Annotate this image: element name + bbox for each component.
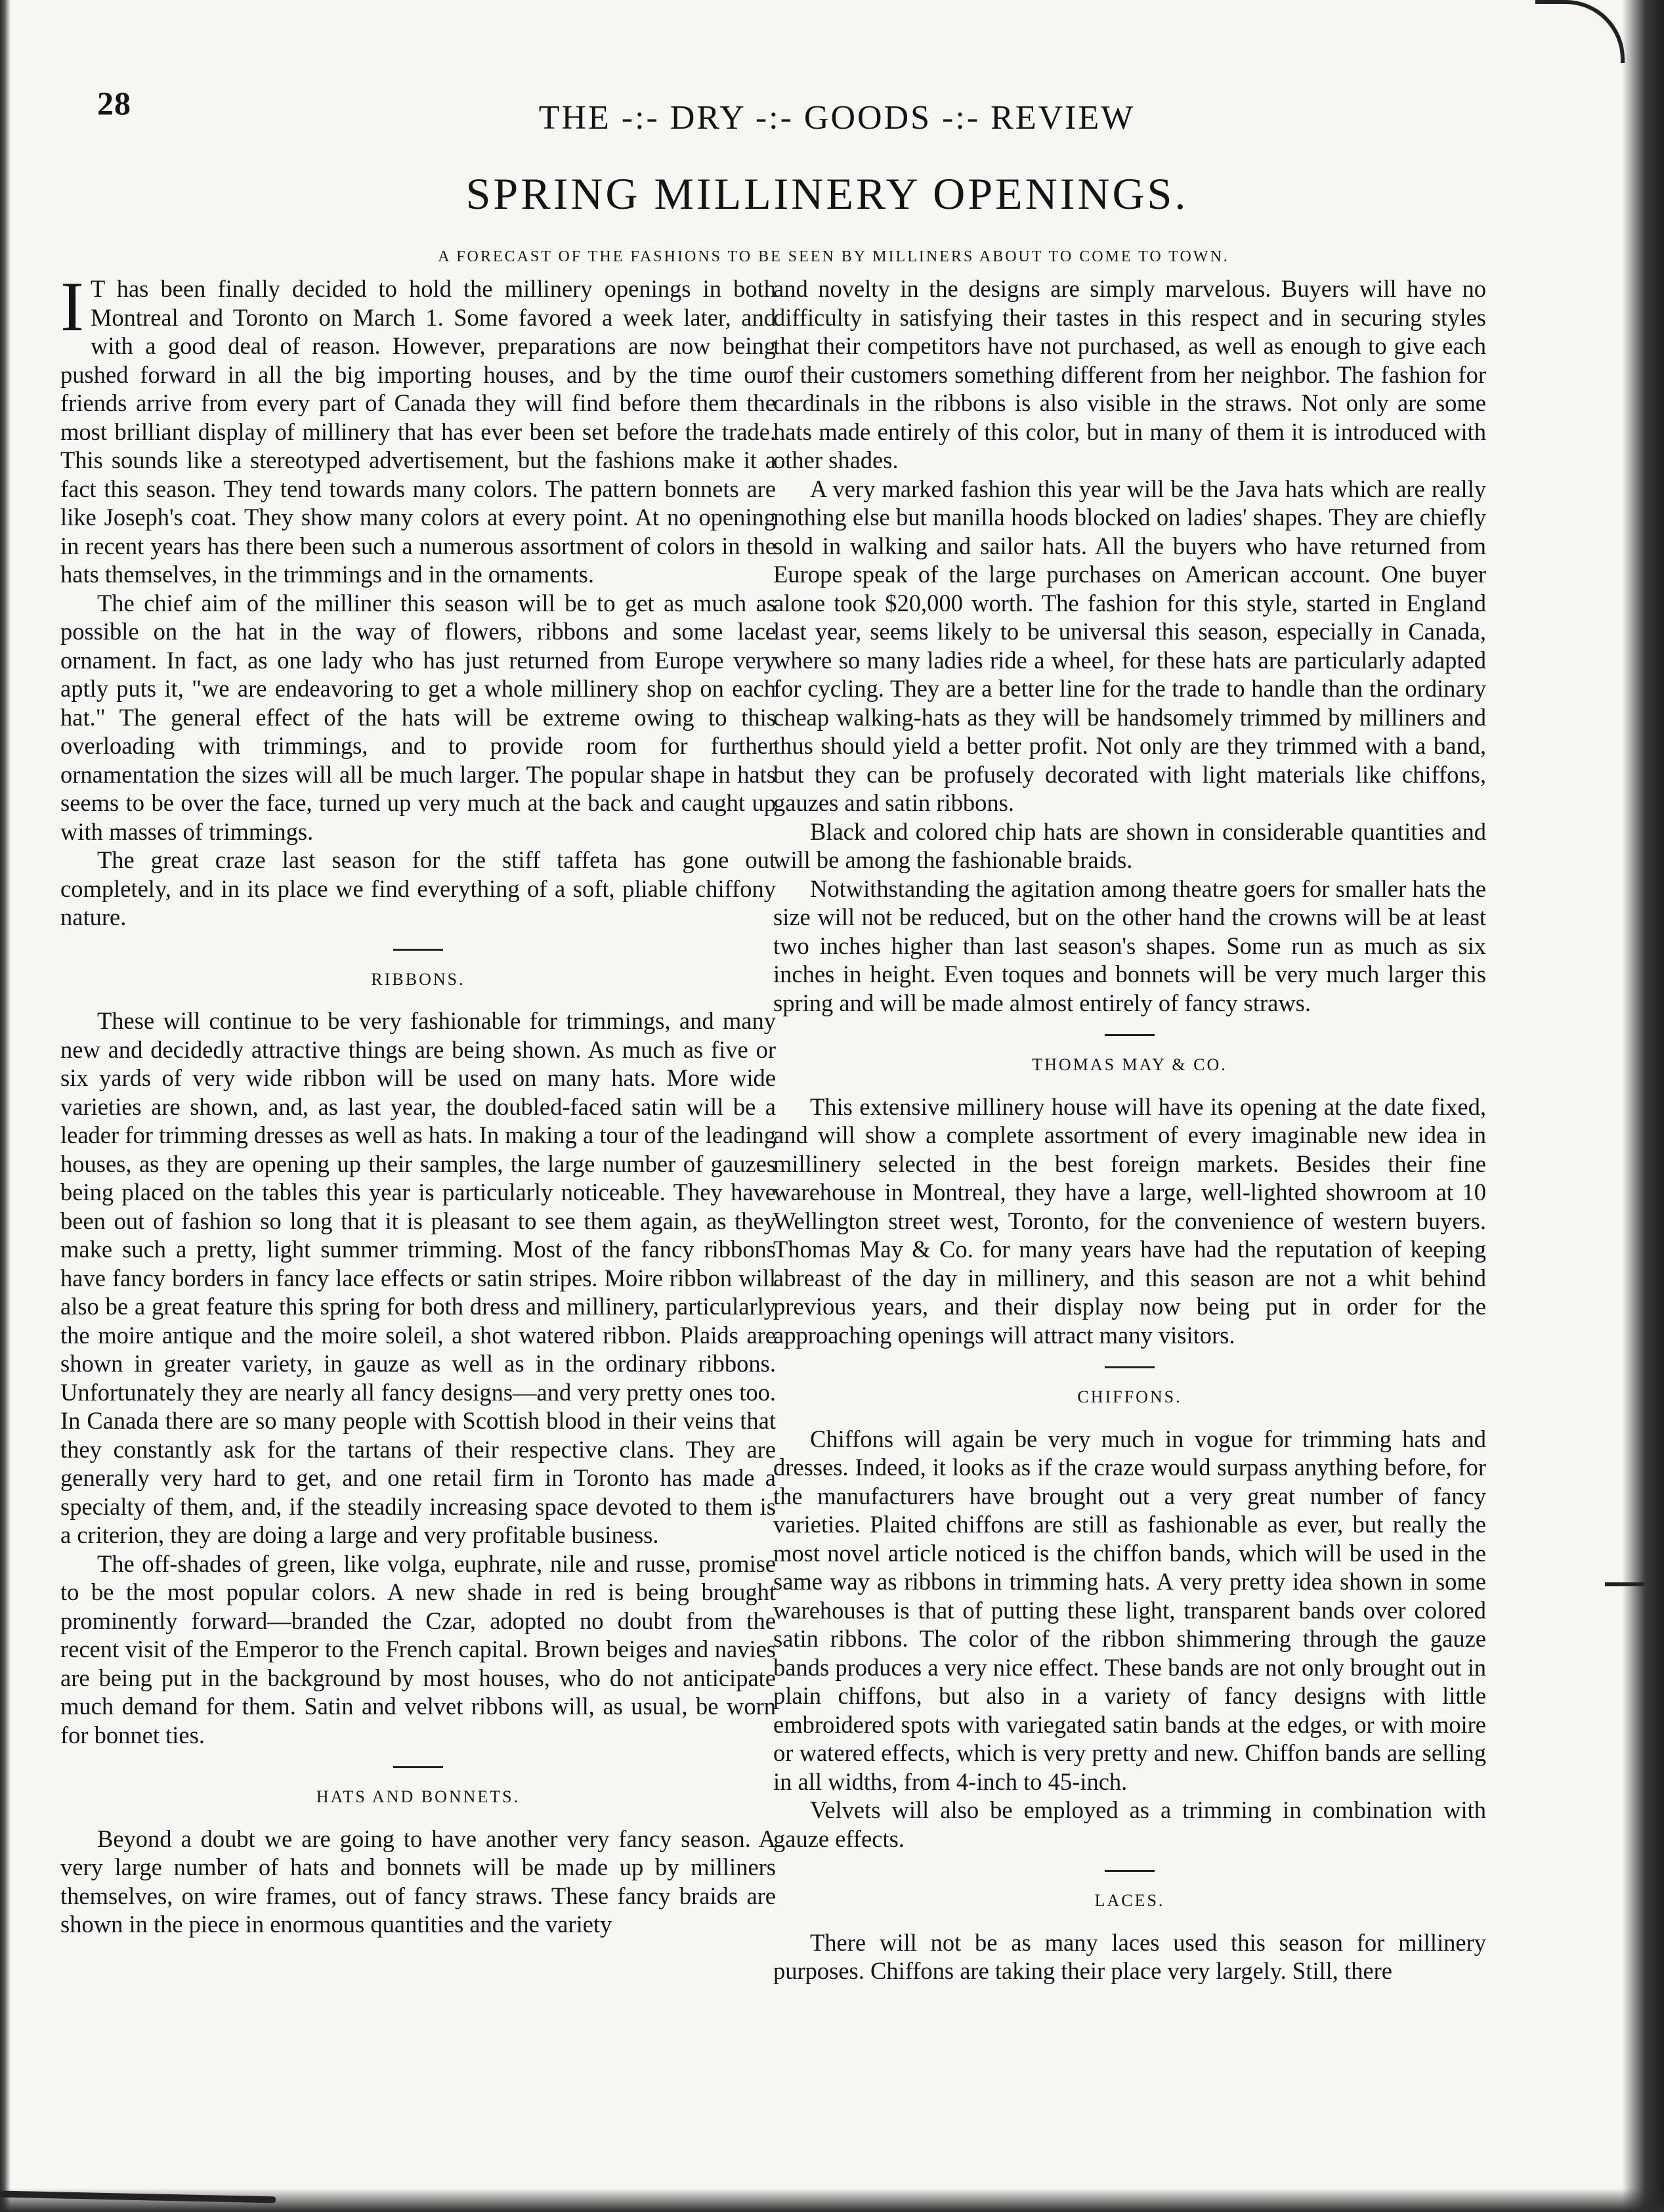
section-rule (393, 949, 443, 951)
page-corner-curl (1535, 0, 1625, 63)
hats-paragraph-3: Black and colored chip hats are shown in considerable quantities and will be among the fashionable braids. (773, 817, 1486, 873)
section-heading-thomas-may: THOMAS MAY & CO. (1032, 1055, 1227, 1074)
article-title: SPRING MILLINERY OPENINGS. (465, 169, 1189, 219)
hats-paragraph-2: A very marked fashion this year will be the Java hats which are really nothing else but manilla hoods blocked on ladies' shapes. They are chiefly sold in walking and sailor hats. All the buyers who have returned from Europe speak of the large purchases on American account. One buyer alone took $20,000 worth. The fashion for this style, started in England last year, seems likely to be universal this season, especially in Canada, where so many ladies ride a wheel, for these hats are particularly adapted for cycling. They are a better line for the trade to handle than the ordinary cheap walking-hats as they will be handsomely trimmed by milliners and thus should yield a better profit. Not only are they trimmed with a band, but they can be profusely decorated with light materials like chiffons, gauzes and satin ribbons. (773, 475, 1486, 816)
intro-paragraph-1 (60, 268, 776, 589)
ribbons-paragraph-1: These will continue to be very fashionable for trimmings, and many new and decidedly attractive things are being shown. As much as five or six yards of very wide ribbon will be used on many hats. More wide varieties are shown, and, as last year, the doubled-faced satin will be a leader for trimming dresses as well as hats. In making a tour of the leading houses, as they are opening up their samples, the large number of gauzes being placed on the tables this year is particularly noticeable. They have been out of fashion so long that it is pleasant to see them again, as they make such a pretty, light summer trimming. Most of the fancy ribbons have fancy borders in fancy lace effects or satin stripes. Moire ribbon will also be a great feature this spring for both dress and millinery, particularly the moire antique and the moire soleil, a shot watered ribbon. Plaids are shown in greater variety, in gauze as well as in the ordinary ribbons. Unfortunately they are nearly all fancy designs—and very pretty ones too. In Canada there are so many people with Scottish blood in their veins that they constantly ask for the tartans of their respective clans. They are generally very hard to get, and one retail firm in Toronto has made a specialty of them, and, if the steadily increasing space devoted to them is a criterion, they are doing a large and very profitable business. (60, 1007, 776, 1548)
section-rule (1105, 1870, 1155, 1872)
section-rule (1105, 1034, 1155, 1036)
running-head: THE -:- DRY -:- GOODS -:- REVIEW (538, 99, 1136, 137)
intro-paragraph-3: The great craze last season for the stiff taffeta has gone out completely, and in its place we find everything of a soft, pliable chiffony nature. (60, 846, 776, 930)
column-left (60, 268, 776, 1939)
intro-paragraph-1-text: T has been finally decided to hold the millinery openings in both Montreal and Toronto on March 1. Some favored a week later, and with a good deal of reason. However, preparations are now being pushed forward in all the big importing houses, and by the time our friends arrive from every part of Canada they will find before them the most brilliant display of millinery that has ever been set before the trade. This sounds like a stereotyped advertisement, but the fashions make it a fact this season. They tend towards many colors. The pattern bonnets are like Joseph's coat. They show many colors at every point. At no opening in recent years has there been such a numerous assortment of colors in the hats themselves, in the trimmings and in the ornaments. (60, 275, 776, 588)
page-number: 28 (97, 85, 131, 121)
section-rule (393, 1766, 443, 1768)
laces-paragraph-1: There will not be as many laces used this season for millinery purposes. Chiffons are taking their place very largely. Still, there (773, 1928, 1486, 1984)
hats-paragraph-1-continued: and novelty in the designs are simply marvelous. Buyers will have no difficulty in satisfying their tastes in this respect and in securing styles that their competitors have not purchased, as well as enough to give each of their customers something different from her neighbor. The fashion for cardinals in the ribbons is also visible in the straws. Not only are some hats made entirely of this color, but in many of them it is introduced with other shades. (773, 275, 1486, 473)
article-subtitle: A FORECAST OF THE FASHIONS TO BE SEEN BY MILLINERS ABOUT TO COME TO TOWN. (438, 248, 1229, 265)
section-rule (1105, 1366, 1155, 1368)
ribbons-paragraph-2: The off-shades of green, like volga, euphrate, nile and russe, promise to be the most popular colors. A new shade in red is being brought prominently forward—branded the Czar, adopted no doubt from the recent visit of the Emperor to the French capital. Brown beiges and navies are being put in the background by most houses, who do not anticipate much demand for them. Satin and velvet ribbons will, as usual, be worn for bonnet ties. (60, 1550, 776, 1748)
section-heading-laces: LACES. (1094, 1891, 1165, 1910)
margin-mark (1605, 1582, 1644, 1586)
chiffons-paragraph-2: Velvets will also be employed as a trimming in combination with gauze effects. (773, 1796, 1486, 1852)
hats-paragraph-4: Notwithstanding the agitation among theatre goers for smaller hats the size will not be reduced, but on the other hand the crowns will be at least two inches higher than last season's shapes. Some run as much as six inches in height. Even toques and bonnets will be very much larger this spring and will be made almost entirely of fancy straws. (773, 875, 1486, 1016)
section-heading-hats: HATS AND BONNETS. (316, 1787, 521, 1806)
scan-edge-left (0, 0, 11, 2212)
intro-paragraph-2: The chief aim of the milliner this season will be to get as much as possible on the hat in the way of flowers, ribbons and some lace ornament. In fact, as one lady who has just returned from Europe very aptly puts it, "we are endeavoring to get a whole millinery shop on each hat." The general effect of the hats will be extreme owing to this overloading with trimmings, and to provide room for further ornamentation the sizes will all be much larger. The popular shape in hats seems to be over the face, turned up very much at the back and caught up with masses of trimmings. (60, 589, 776, 845)
section-heading-ribbons: RIBBONS. (371, 969, 465, 989)
dropcap: I (60, 268, 84, 346)
hats-paragraph-1-start: Beyond a doubt we are going to have another very fancy season. A very large number of hats and bonnets will be made up by milliners themselves, on wire frames, out of fancy straws. These fancy braids are shown in the piece in enormous quantities and the variety (60, 1825, 776, 1938)
column-right (773, 274, 1486, 1985)
scan-edge-right (1622, 0, 1664, 2212)
chiffons-paragraph-1: Chiffons will again be very much in vogue for trimming hats and dresses. Indeed, it looks as if the craze would surpass anything before, for the manufacturers have brought out a very great number of fancy varieties. Plaited chiffons are still as fashionable as ever, but really the most novel article noticed is the chiffon bands, which will be used in the same way as ribbons in trimming hats. A very pretty idea shown in some warehouses is that of putting these light, transparent bands over colored satin ribbons. The color of the ribbon shimmering through the gauze bands produces a very nice effect. These bands are not only brought out in plain chiffons, but also in a variety of fancy designs with little embroidered spots with variegated satin bands at the edges, or with moire or watered effects, which is very pretty and new. Chiffon bands are selling in all widths, from 4-inch to 45-inch. (773, 1425, 1486, 1795)
section-heading-chiffons: CHIFFONS. (1077, 1387, 1182, 1406)
thomas-may-paragraph-1: This extensive millinery house will have its opening at the date fixed, and will show a complete assortment of every imaginable new idea in millinery selected in the best foreign markets. Besides their fine warehouse in Montreal, they have a large, well-lighted showroom at 10 Wellington street west, Toronto, for the convenience of western buyers. Thomas May & Co. for many years have had the reputation of keeping abreast of the day in millinery, and this season are not a whit behind previous years, and their display now being put in order for the approaching openings will attract many visitors. (773, 1093, 1486, 1349)
